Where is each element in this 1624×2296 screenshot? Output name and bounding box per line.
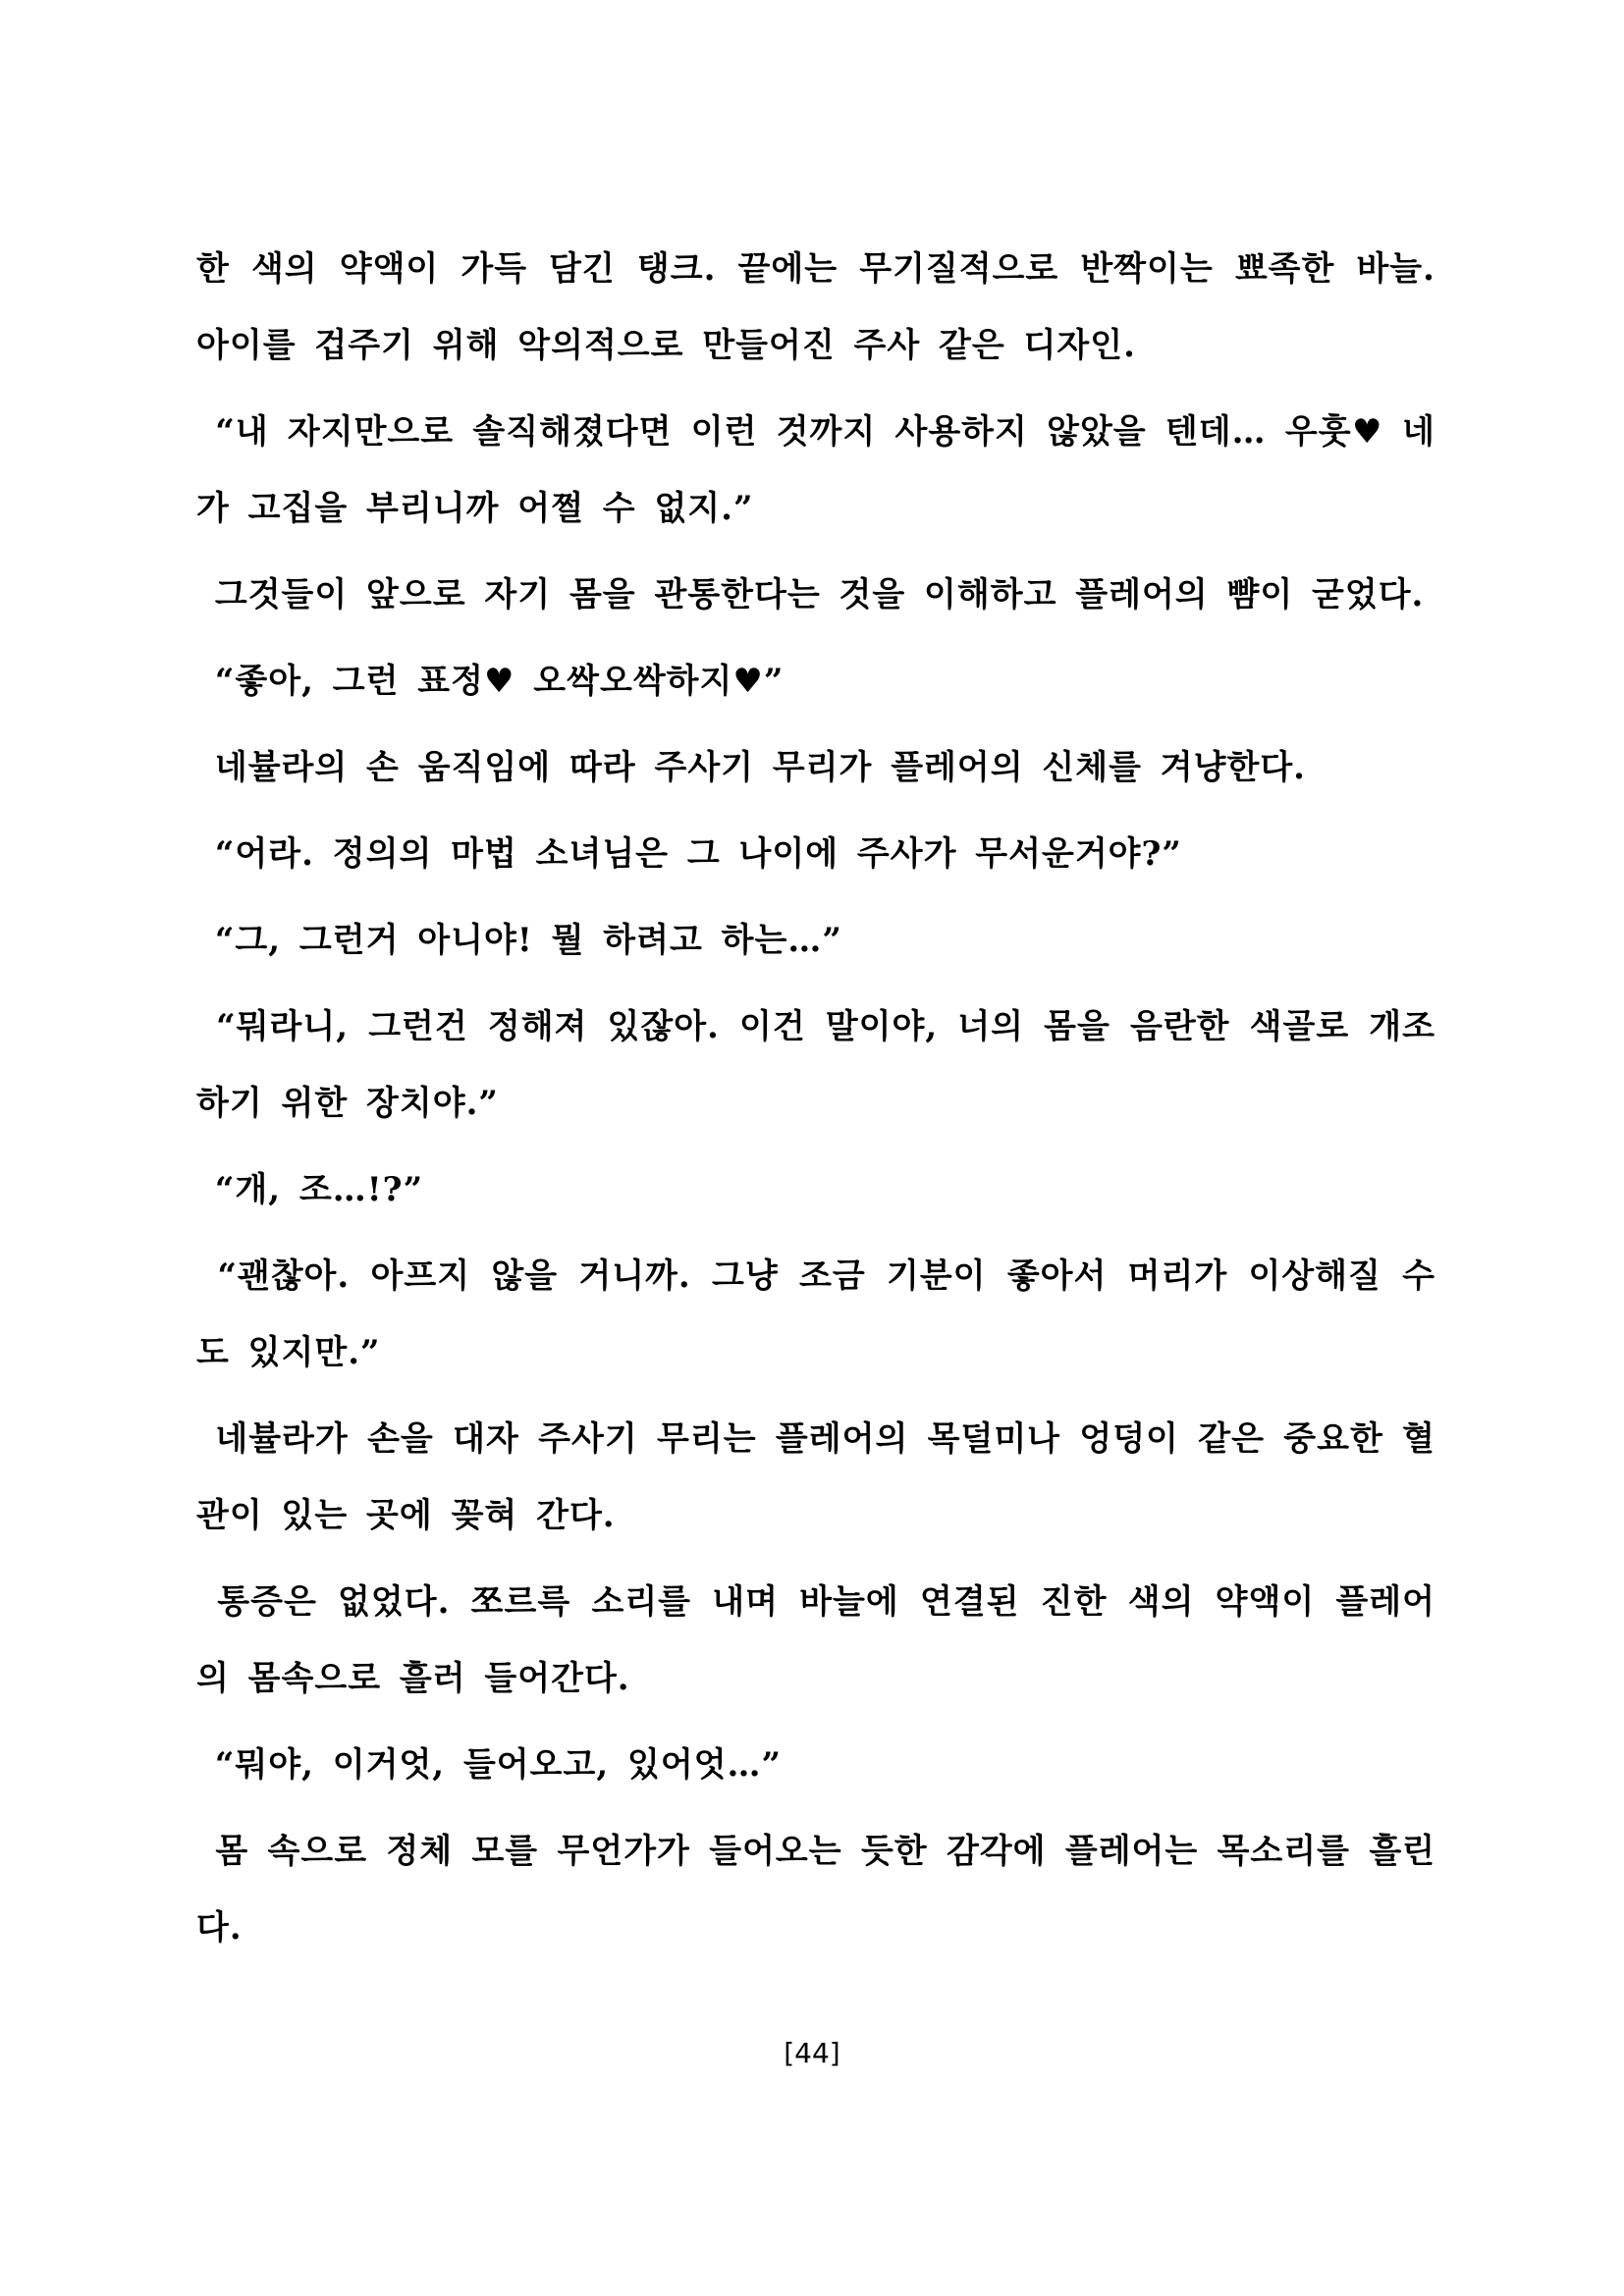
page-number: [44] <box>784 2037 840 2069</box>
paragraph: “어라. 정의의 마법 소녀님은 그 나이에 주사가 무서운거야?” <box>196 834 1182 874</box>
paragraph: “뭐라니, 그런건 정해져 있잖아. 이건 말이야, 너의 몸을 음란한 색골로 개조하기 위한 장치야.” <box>196 1007 1435 1123</box>
paragraph: “내 자지만으로 솔직해졌다면 이런 것까지 사용하지 않았을 텐데… 우훗♥ 네가 고집을 부리니까 어쩔 수 없지.” <box>196 412 1435 528</box>
paragraph: 통증은 없었다. 쪼르륵 소리를 내며 바늘에 연결된 진한 색의 약액이 플레어의 몸속으로 흘러 들어간다. <box>196 1582 1435 1698</box>
paragraph: 네뷸라의 손 움직임에 따라 주사기 무리가 플레어의 신체를 겨냥한다. <box>196 748 1307 787</box>
paragraph: “좋아, 그런 표정♥ 오싹오싹하지♥” <box>196 662 785 701</box>
paragraph: 몸 속으로 정체 모를 무언가가 들어오는 듯한 감각에 플레어는 목소리를 흘린다. <box>196 1832 1436 1948</box>
body-text <box>196 231 1454 1966</box>
paragraph: 네뷸라가 손을 대자 주사기 무리는 플레어의 목덜미나 엉덩이 같은 중요한 혈관이 있는 곳에 꽂혀 간다. <box>196 1419 1436 1535</box>
paragraph: 한 색의 약액이 가득 담긴 탱크. 끝에는 무기질적으로 반짝이는 뾰족한 바늘. 아이를 겁주기 위해 악의적으로 만들어진 주사 같은 디자인. <box>196 249 1454 365</box>
paragraph: “그, 그런거 아니야! 뭘 하려고 하는…” <box>196 921 842 960</box>
paragraph: 그것들이 앞으로 자기 몸을 관통한다는 것을 이해하고 플레어의 뺨이 굳었다. <box>196 575 1425 614</box>
paragraph: “뭐야, 이거엇, 들어오고, 있어엇…” <box>196 1745 783 1785</box>
paragraph: “개, 조…!?” <box>196 1170 424 1209</box>
paragraph: “괜찮아. 아프지 않을 거니까. 그냥 조금 기분이 좋아서 머리가 이상해질 수도 있지만.” <box>196 1256 1436 1372</box>
